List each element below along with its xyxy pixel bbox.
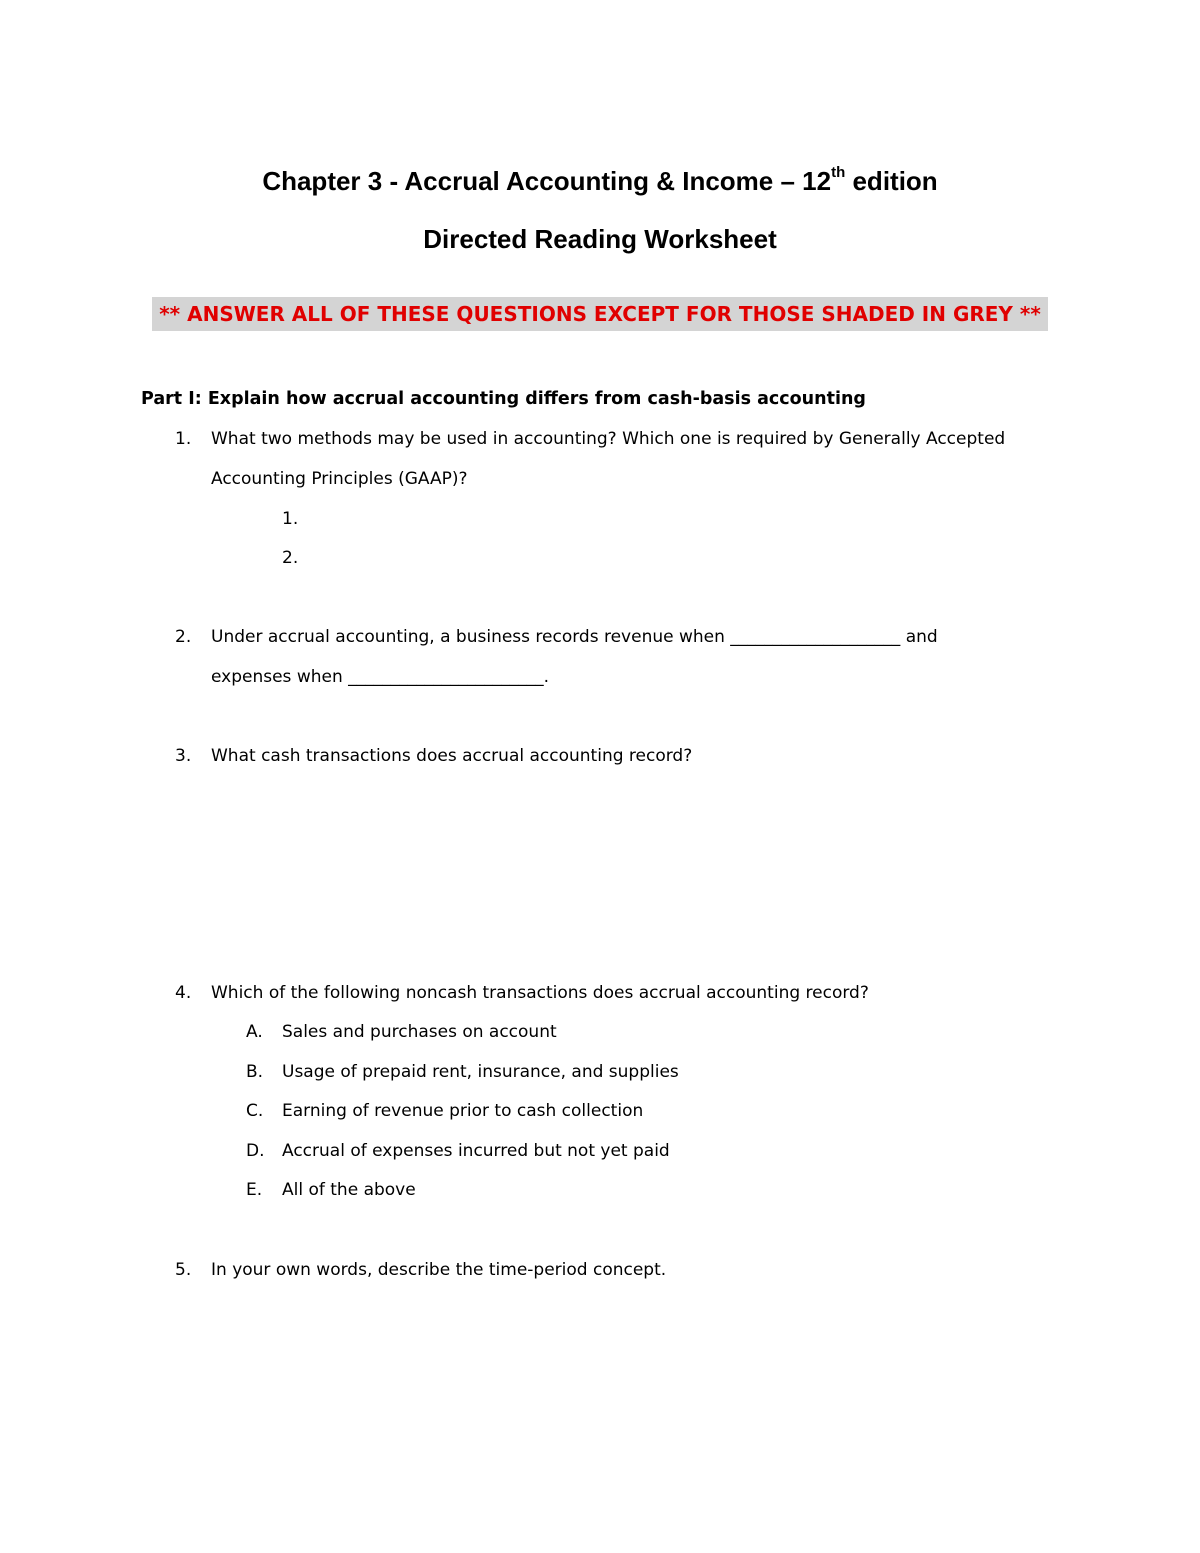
answer-item: 1. [282,509,299,529]
question-text: expenses when _______________________. [211,667,550,687]
question-number: 3. [175,746,192,766]
question-text: Accounting Principles (GAAP)? [211,469,468,489]
option-text: Usage of prepaid rent, insurance, and supplies [282,1062,679,1082]
question-number: 5. [175,1260,192,1280]
part-heading: Part I: Explain how accrual accounting differs from cash-basis accounting [141,389,866,409]
option-letter: C. [246,1101,264,1121]
page-subtitle: Directed Reading Worksheet [423,224,777,254]
title-superscript: th [831,164,846,182]
question-number: 4. [175,983,192,1003]
option-letter: A. [246,1022,263,1042]
option-text: Sales and purchases on account [282,1022,557,1042]
title-suffix: edition [845,166,938,196]
page-title [0,166,1200,196]
answer-item: 2. [282,548,299,568]
question-text: What cash transactions does accrual accounting record? [211,746,693,766]
question-text: Under accrual accounting, a business records revenue when ____________________ and [211,627,938,647]
instruction-banner: ** ANSWER ALL OF THESE QUESTIONS EXCEPT FOR THOSE SHADED IN GREY ** [152,297,1048,331]
question-text: In your own words, describe the time-period concept. [211,1260,667,1280]
option-letter: B. [246,1062,264,1082]
option-text: Earning of revenue prior to cash collection [282,1101,644,1121]
question-number: 1. [175,429,192,449]
question-text: What two methods may be used in accounting? Which one is required by Generally Accepted [211,429,1006,449]
option-text: All of the above [282,1180,416,1200]
option-letter: D. [246,1141,265,1161]
question-number: 2. [175,627,192,647]
question-text: Which of the following noncash transactions does accrual accounting record? [211,983,869,1003]
option-text: Accrual of expenses incurred but not yet paid [282,1141,670,1161]
option-letter: E. [246,1180,263,1200]
title-prefix: Chapter 3 - Accrual Accounting & Income – 12 [262,166,832,196]
